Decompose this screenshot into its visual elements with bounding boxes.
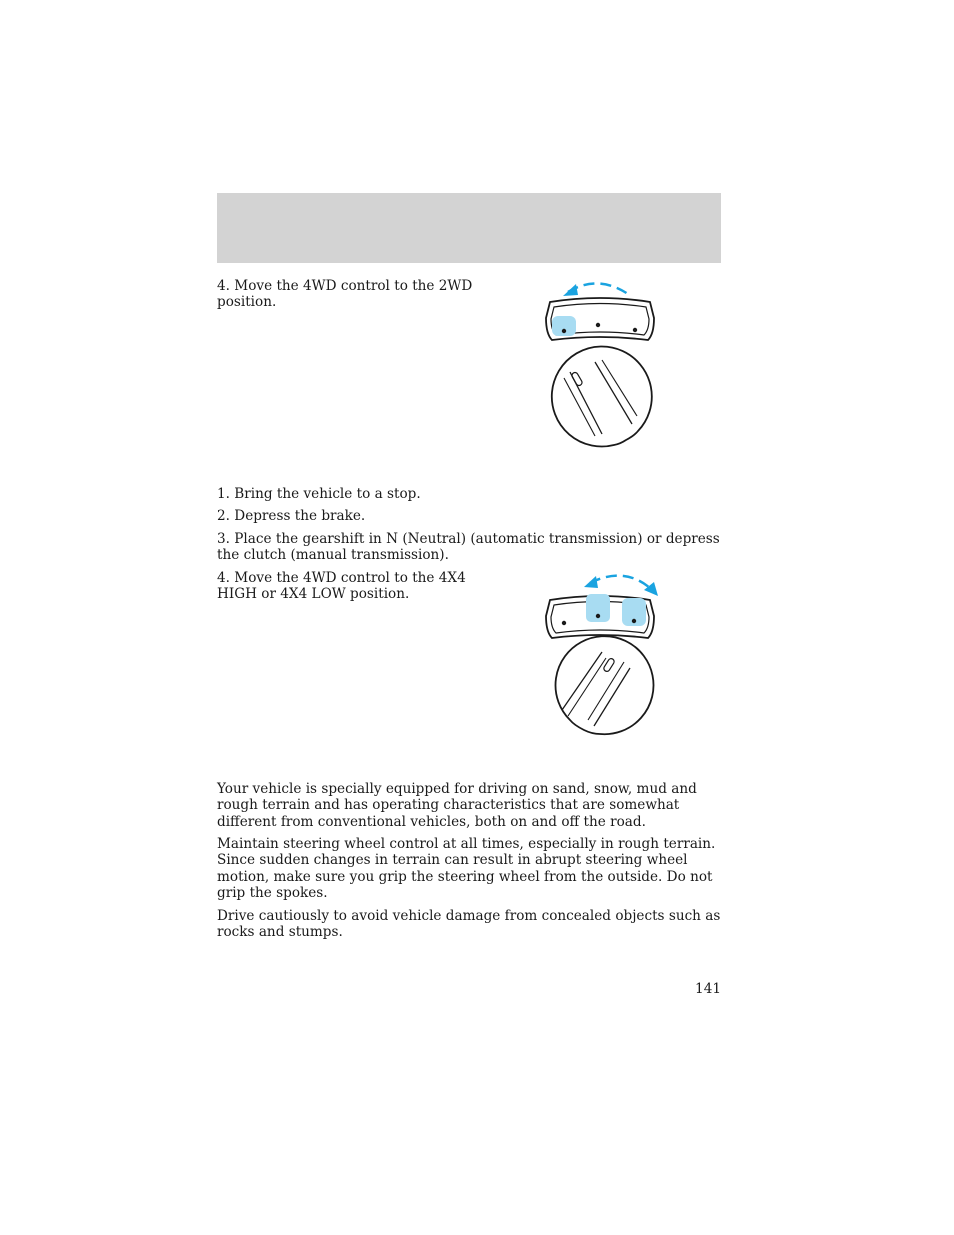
paragraph-drive-cautiously: Drive cautiously to avoid vehicle damage from concealed objects such as rocks and stumps. bbox=[217, 908, 721, 941]
4wd-control-knob-4x4-icon bbox=[540, 570, 662, 742]
paragraph-steering-control: Maintain steering wheel control at all times, especially in rough terrain. Since sudden changes in terrain can result in abrupt steering wheel motion, make sure you grip the steering wheel from the outside. Do not grip the spokes. bbox=[217, 836, 716, 902]
page-number: 141 bbox=[695, 981, 721, 997]
paragraph-special-equipment: Your vehicle is specially equipped for driving on sand, snow, mud and rough terrain and has operating characteristics that are somewhat different from conventional vehicles, both on and off the road. bbox=[217, 781, 697, 830]
step-stop-vehicle: 1. Bring the vehicle to a stop. bbox=[217, 486, 421, 502]
step-depress-brake: 2. Depress the brake. bbox=[217, 508, 366, 524]
step-2wd-move-control: 4. Move the 4WD control to the 2WD position. bbox=[217, 278, 473, 311]
4wd-control-knob-2wd-icon bbox=[540, 276, 660, 451]
step-place-gearshift: 3. Place the gearshift in N (Neutral) (automatic transmission) or depress the clutch (manual transmission). bbox=[217, 531, 720, 564]
section-header-bar bbox=[217, 193, 721, 263]
step-4x4-move-control: 4. Move the 4WD control to the 4X4 HIGH or 4X4 LOW position. bbox=[217, 570, 466, 603]
